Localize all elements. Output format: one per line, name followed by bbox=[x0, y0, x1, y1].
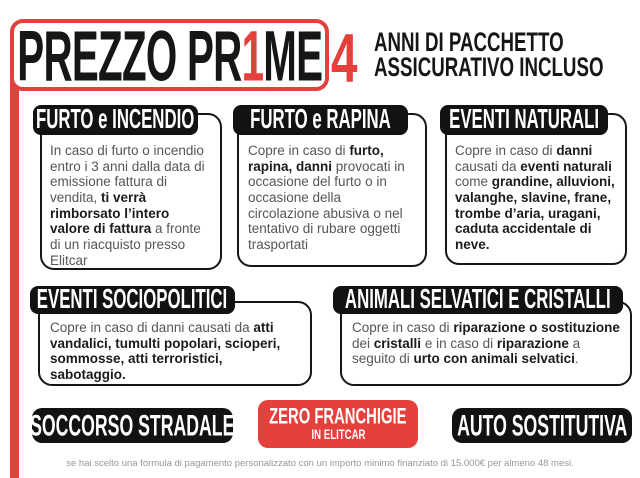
card-title-animali-selvatici-cristalli bbox=[333, 283, 623, 315]
card-title-eventi-sociopolitici bbox=[30, 283, 235, 315]
title-box bbox=[10, 14, 329, 96]
card-title-eventi-naturali bbox=[440, 105, 608, 135]
title-accent-digit: 1 bbox=[241, 14, 263, 96]
big-number-4: 4 bbox=[331, 19, 358, 96]
pill-label-line2: IN ELITCAR bbox=[310, 426, 365, 443]
subtitle-line-2: ASSICURATIVO INCLUSO bbox=[374, 52, 604, 83]
title-part1: PREZZO PR bbox=[16, 14, 242, 96]
pill-soccorso-stradale bbox=[32, 408, 233, 443]
card-body: In caso di furto o incendio entro i 3 anni dalla data di emissione fattura di vendita, ti verrà rimborsato l’intero valore di fattura a fronte di un riacquisto presso Elitcar bbox=[50, 143, 205, 268]
card-title-furto-incendio bbox=[33, 105, 198, 135]
card-body: Copre in caso di danni causati da eventi naturali come grandine, alluvioni, valanghe, slavine, frane, trombe d’aria, uragani, caduta accidentale di neve. bbox=[455, 143, 615, 252]
card-body: Copre in caso di riparazione o sostituzione dei cristalli e in caso di riparazione a seguito di urto con animali selvatici. bbox=[352, 320, 620, 367]
pill-label: SOCCORSO STRADALE bbox=[30, 407, 235, 443]
page-title bbox=[17, 13, 322, 96]
red-accent-bar bbox=[10, 78, 19, 478]
footer-disclaimer: se hai scelto una formula di pagamento personalizzato con un importo minimo finanziato di 15.000€ per almeno 48 mesi. bbox=[66, 458, 574, 469]
pill-auto-sostitutiva bbox=[452, 408, 632, 443]
card-title-label: EVENTI NATURALI bbox=[449, 103, 599, 135]
header-subtitle bbox=[374, 27, 640, 83]
card-title-label: FURTO e RAPINA bbox=[250, 103, 391, 135]
pill-label-line1: ZERO FRANCHIGIE bbox=[269, 404, 407, 430]
card-title-furto-rapina bbox=[233, 105, 408, 135]
card-title-label: ANIMALI SELVATICI E CRISTALLI bbox=[345, 283, 611, 315]
card-title-label: FURTO e INCENDIO bbox=[36, 103, 195, 135]
card-body: Copre in caso di danni causati da atti vandalici, tumulti popolari, scioperi, sommosse, atti terroristici, sabotaggio. bbox=[50, 320, 281, 382]
card-title-label: EVENTI SOCIOPOLITICI bbox=[37, 283, 228, 315]
pill-zero-franchigie bbox=[258, 400, 418, 448]
subtitle-line-1: ANNI DI PACCHETTO bbox=[374, 27, 564, 58]
title-part2: ME bbox=[262, 14, 323, 96]
card-body: Copre in caso di furto, rapina, danni provocati in occasione del furto o in occasione della circolazione abusiva o nel tentativo di rubare oggetti trasportati bbox=[248, 143, 405, 252]
card-furto-incendio bbox=[40, 113, 222, 270]
pill-label: AUTO SOSTITUTIVA bbox=[456, 407, 628, 443]
